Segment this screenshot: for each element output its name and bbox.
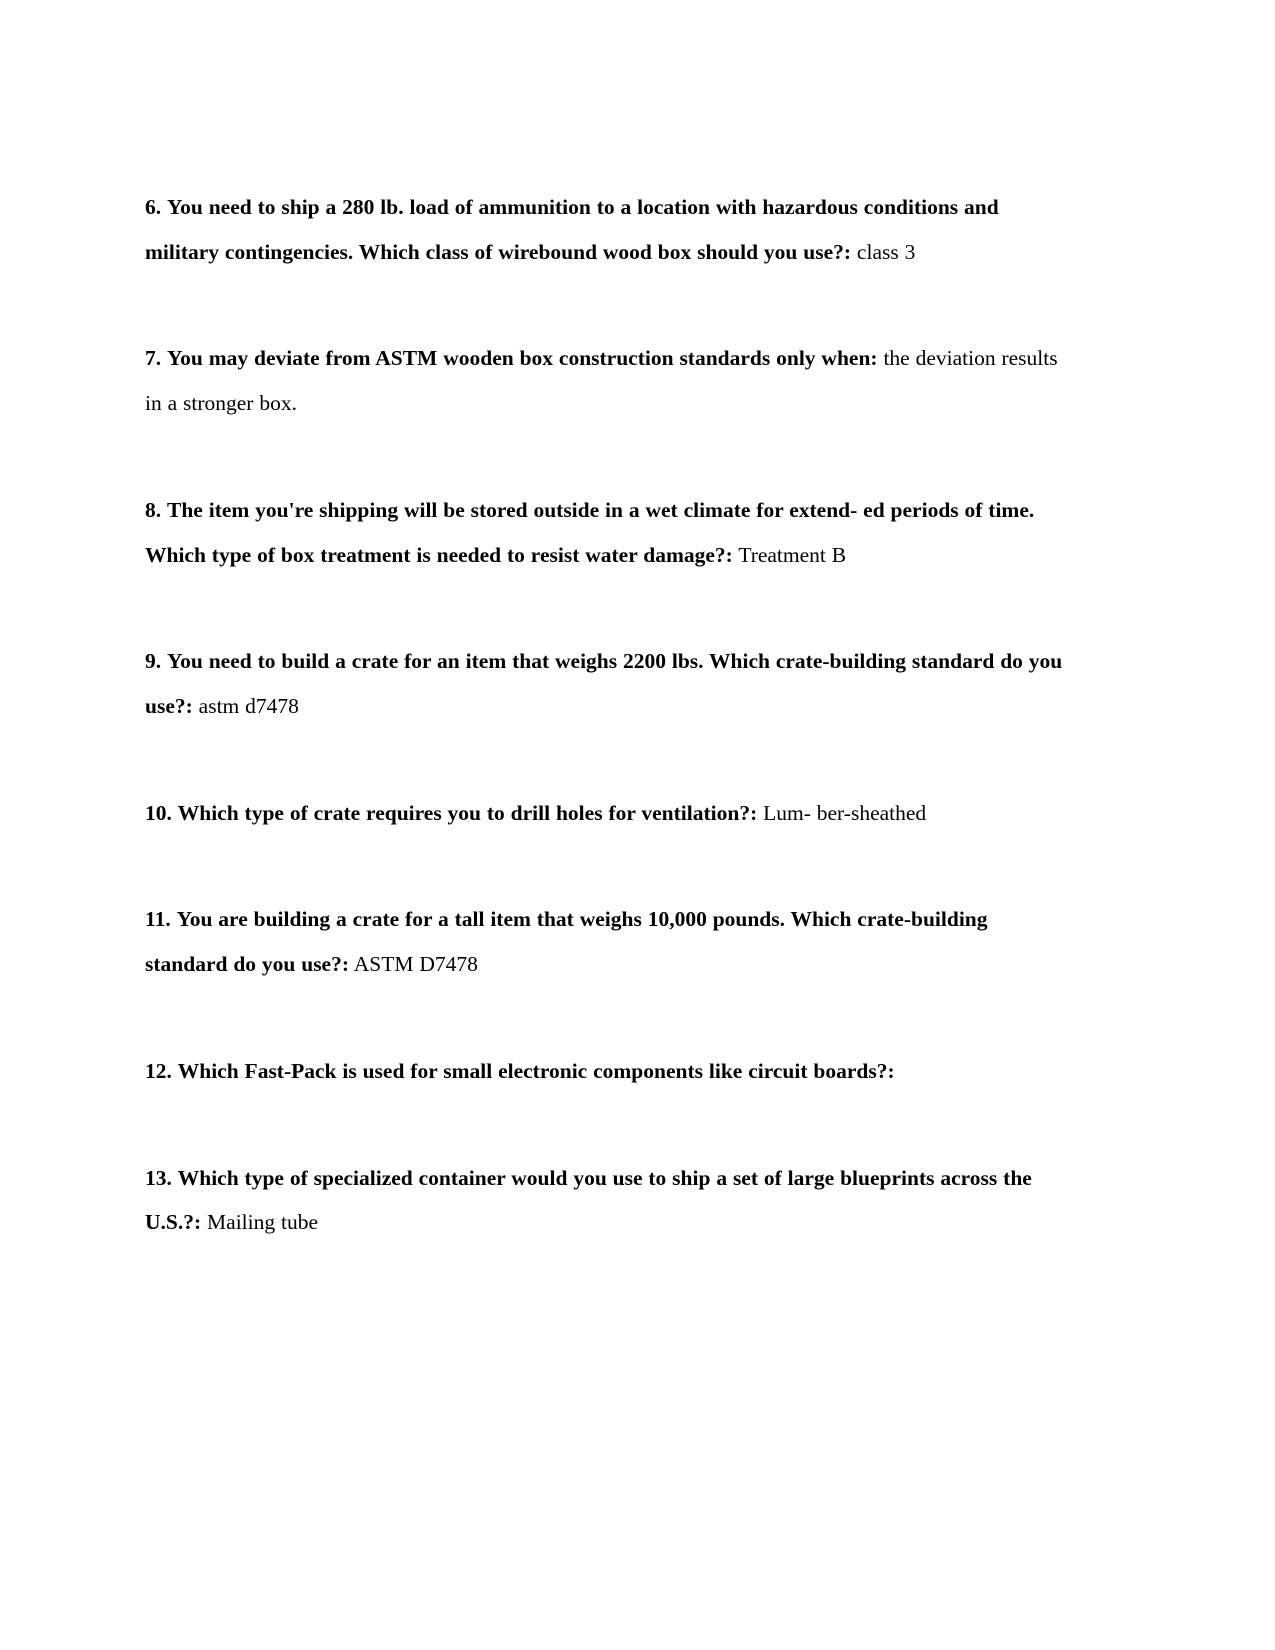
- answer-text: astm d7478: [198, 694, 299, 719]
- question-text: You need to ship a 280 lb. load of ammunition to a location with hazardous conditions and military contingencies. Which class of wirebound wood box should you use?:: [145, 195, 999, 264]
- question-text: You may deviate from ASTM wooden box construction standards only when:: [167, 346, 878, 371]
- question-text: The item you're shipping will be stored outside in a wet climate for extend- ed periods of time. Which type of box treatment is needed to resist water damage?:: [145, 497, 1035, 567]
- question-number: 9.: [145, 649, 162, 674]
- list-item: [145, 791, 1070, 836]
- answer-text: Lum- ber-sheathed: [763, 800, 927, 825]
- list-item: [145, 897, 1070, 986]
- answer-text: ASTM D7478: [353, 952, 478, 977]
- list-item: [145, 488, 1070, 577]
- question-number: 7.: [145, 346, 162, 371]
- list-item: [145, 639, 1070, 728]
- answer-text: the deviation results in a stronger box.: [145, 346, 1058, 416]
- question-number: 13.: [145, 1165, 172, 1190]
- question-text: You need to build a crate for an item that weighs 2200 lbs. Which crate-building standard do you use?:: [145, 649, 1063, 719]
- question-answer-list: [145, 185, 1070, 1245]
- question-text: Which type of crate requires you to drill holes for ventilation?:: [177, 800, 758, 825]
- list-item: [145, 336, 1070, 425]
- question-number: 10.: [145, 800, 172, 825]
- question-text: Which Fast-Pack is used for small electronic components like circuit boards?:: [177, 1058, 895, 1083]
- question-number: 12.: [145, 1058, 172, 1083]
- question-number: 6.: [145, 195, 162, 219]
- list-item: [145, 1156, 1070, 1245]
- question-number: 8.: [145, 497, 162, 522]
- question-text: You are building a crate for a tall item that weighs 10,000 pounds. Which crate-building standard do you use?:: [145, 907, 988, 977]
- answer-text: Treatment B: [738, 542, 847, 567]
- list-item: [145, 1049, 1070, 1094]
- question-text: Which type of specialized container would you use to ship a set of large blueprints across the U.S.?:: [145, 1165, 1032, 1235]
- list-item: [145, 185, 1070, 274]
- answer-text: Mailing tube: [207, 1210, 319, 1235]
- question-number: 11.: [145, 907, 171, 932]
- answer-text: class 3: [856, 239, 916, 264]
